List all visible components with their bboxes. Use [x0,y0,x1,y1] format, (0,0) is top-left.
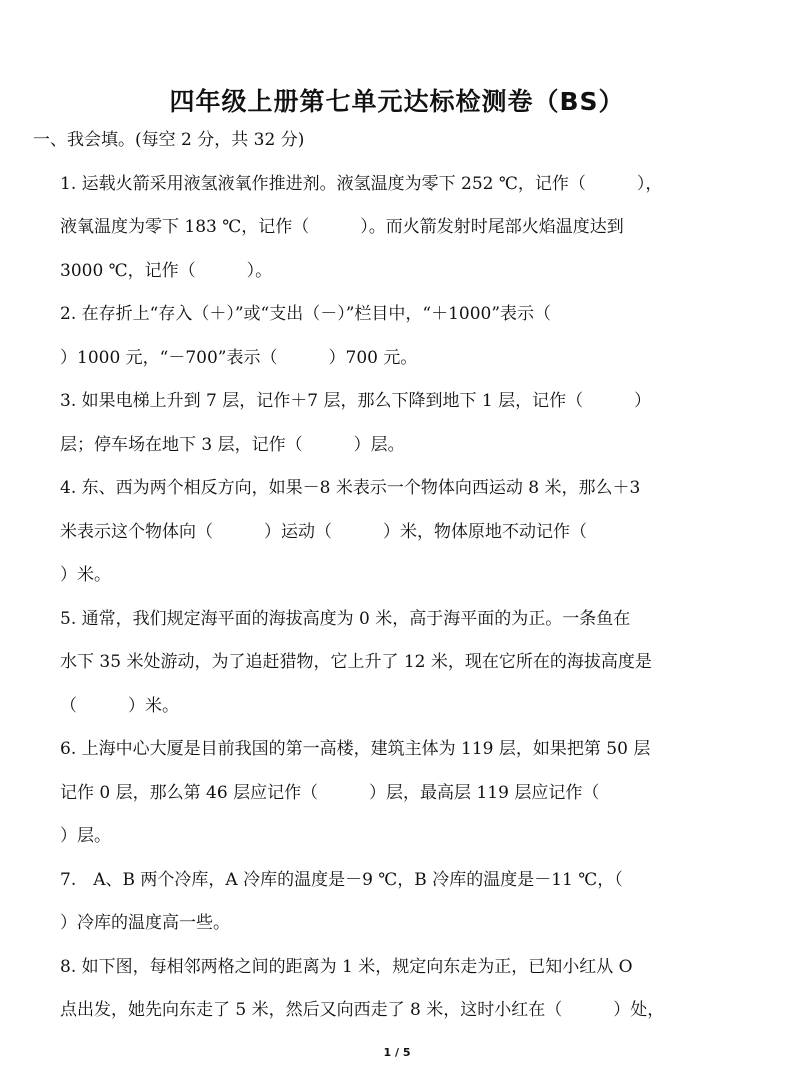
question-3-line-1: 3. 如果电梯上升到 7 层，记作＋7 层，那么下降到地下 1 层，记作（ ） [60,391,652,411]
section-heading: 一、我会填。(每空 2 分，共 32 分) [33,130,305,150]
question-4-line-3: ）米。 [60,565,111,585]
page-number: 1 / 5 [383,1046,411,1059]
question-1-line-1: 1. 运载火箭采用液氢液氧作推进剂。液氢温度为零下 252 ℃，记作（ ）， [60,174,663,194]
question-6-line-3: ）层。 [60,826,111,846]
question-5-line-3: （ ）米。 [60,696,179,716]
question-5-line-2: 水下 35 米处游动，为了追赶猎物，它上升了 12 米，现在它所在的海拔高度是 [60,652,652,672]
question-6-line-2: 记作 0 层，那么第 46 层应记作（ ）层，最高层 119 层应记作（ [60,783,600,803]
question-3-line-2: 层；停车场在地下 3 层，记作（ ）层。 [60,435,405,455]
page-title: 四年级上册第七单元达标检测卷（BS） [169,87,625,116]
question-1-line-3: 3000 ℃，记作（ ）。 [60,261,273,281]
question-2-line-1: 2. 在存折上“存入（＋）”或“支出（－）”栏目中，“＋1000”表示（ [60,304,552,324]
question-7-line-2: ）冷库的温度高一些。 [60,913,230,933]
question-7-line-1: 7. A、B 两个冷库，A 冷库的温度是－9 ℃，B 冷库的温度是－11 ℃，（ [60,870,623,890]
question-1-line-2: 液氧温度为零下 183 ℃，记作（ ）。而火箭发射时尾部火焰温度达到 [60,217,624,237]
question-4-line-1: 4. 东、西为两个相反方向，如果－8 米表示一个物体向西运动 8 米，那么＋3 [60,478,641,498]
question-2-line-2: ）1000 元，“－700”表示（ ）700 元。 [60,348,418,368]
question-8-line-2: 点出发，她先向东走了 5 米，然后又向西走了 8 米，这时小红在（ ）处， [60,1000,665,1020]
question-6-line-1: 6. 上海中心大厦是目前我国的第一高楼，建筑主体为 119 层，如果把第 50 层 [60,739,651,759]
question-4-line-2: 米表示这个物体向（ ）运动（ ）米，物体原地不动记作（ [60,522,587,542]
question-8-line-1: 8. 如下图，每相邻两格之间的距离为 1 米，规定向东走为正，已知小红从 O [60,957,633,977]
question-5-line-1: 5. 通常，我们规定海平面的海拔高度为 0 米，高于海平面的为正。一条鱼在 [60,609,631,629]
